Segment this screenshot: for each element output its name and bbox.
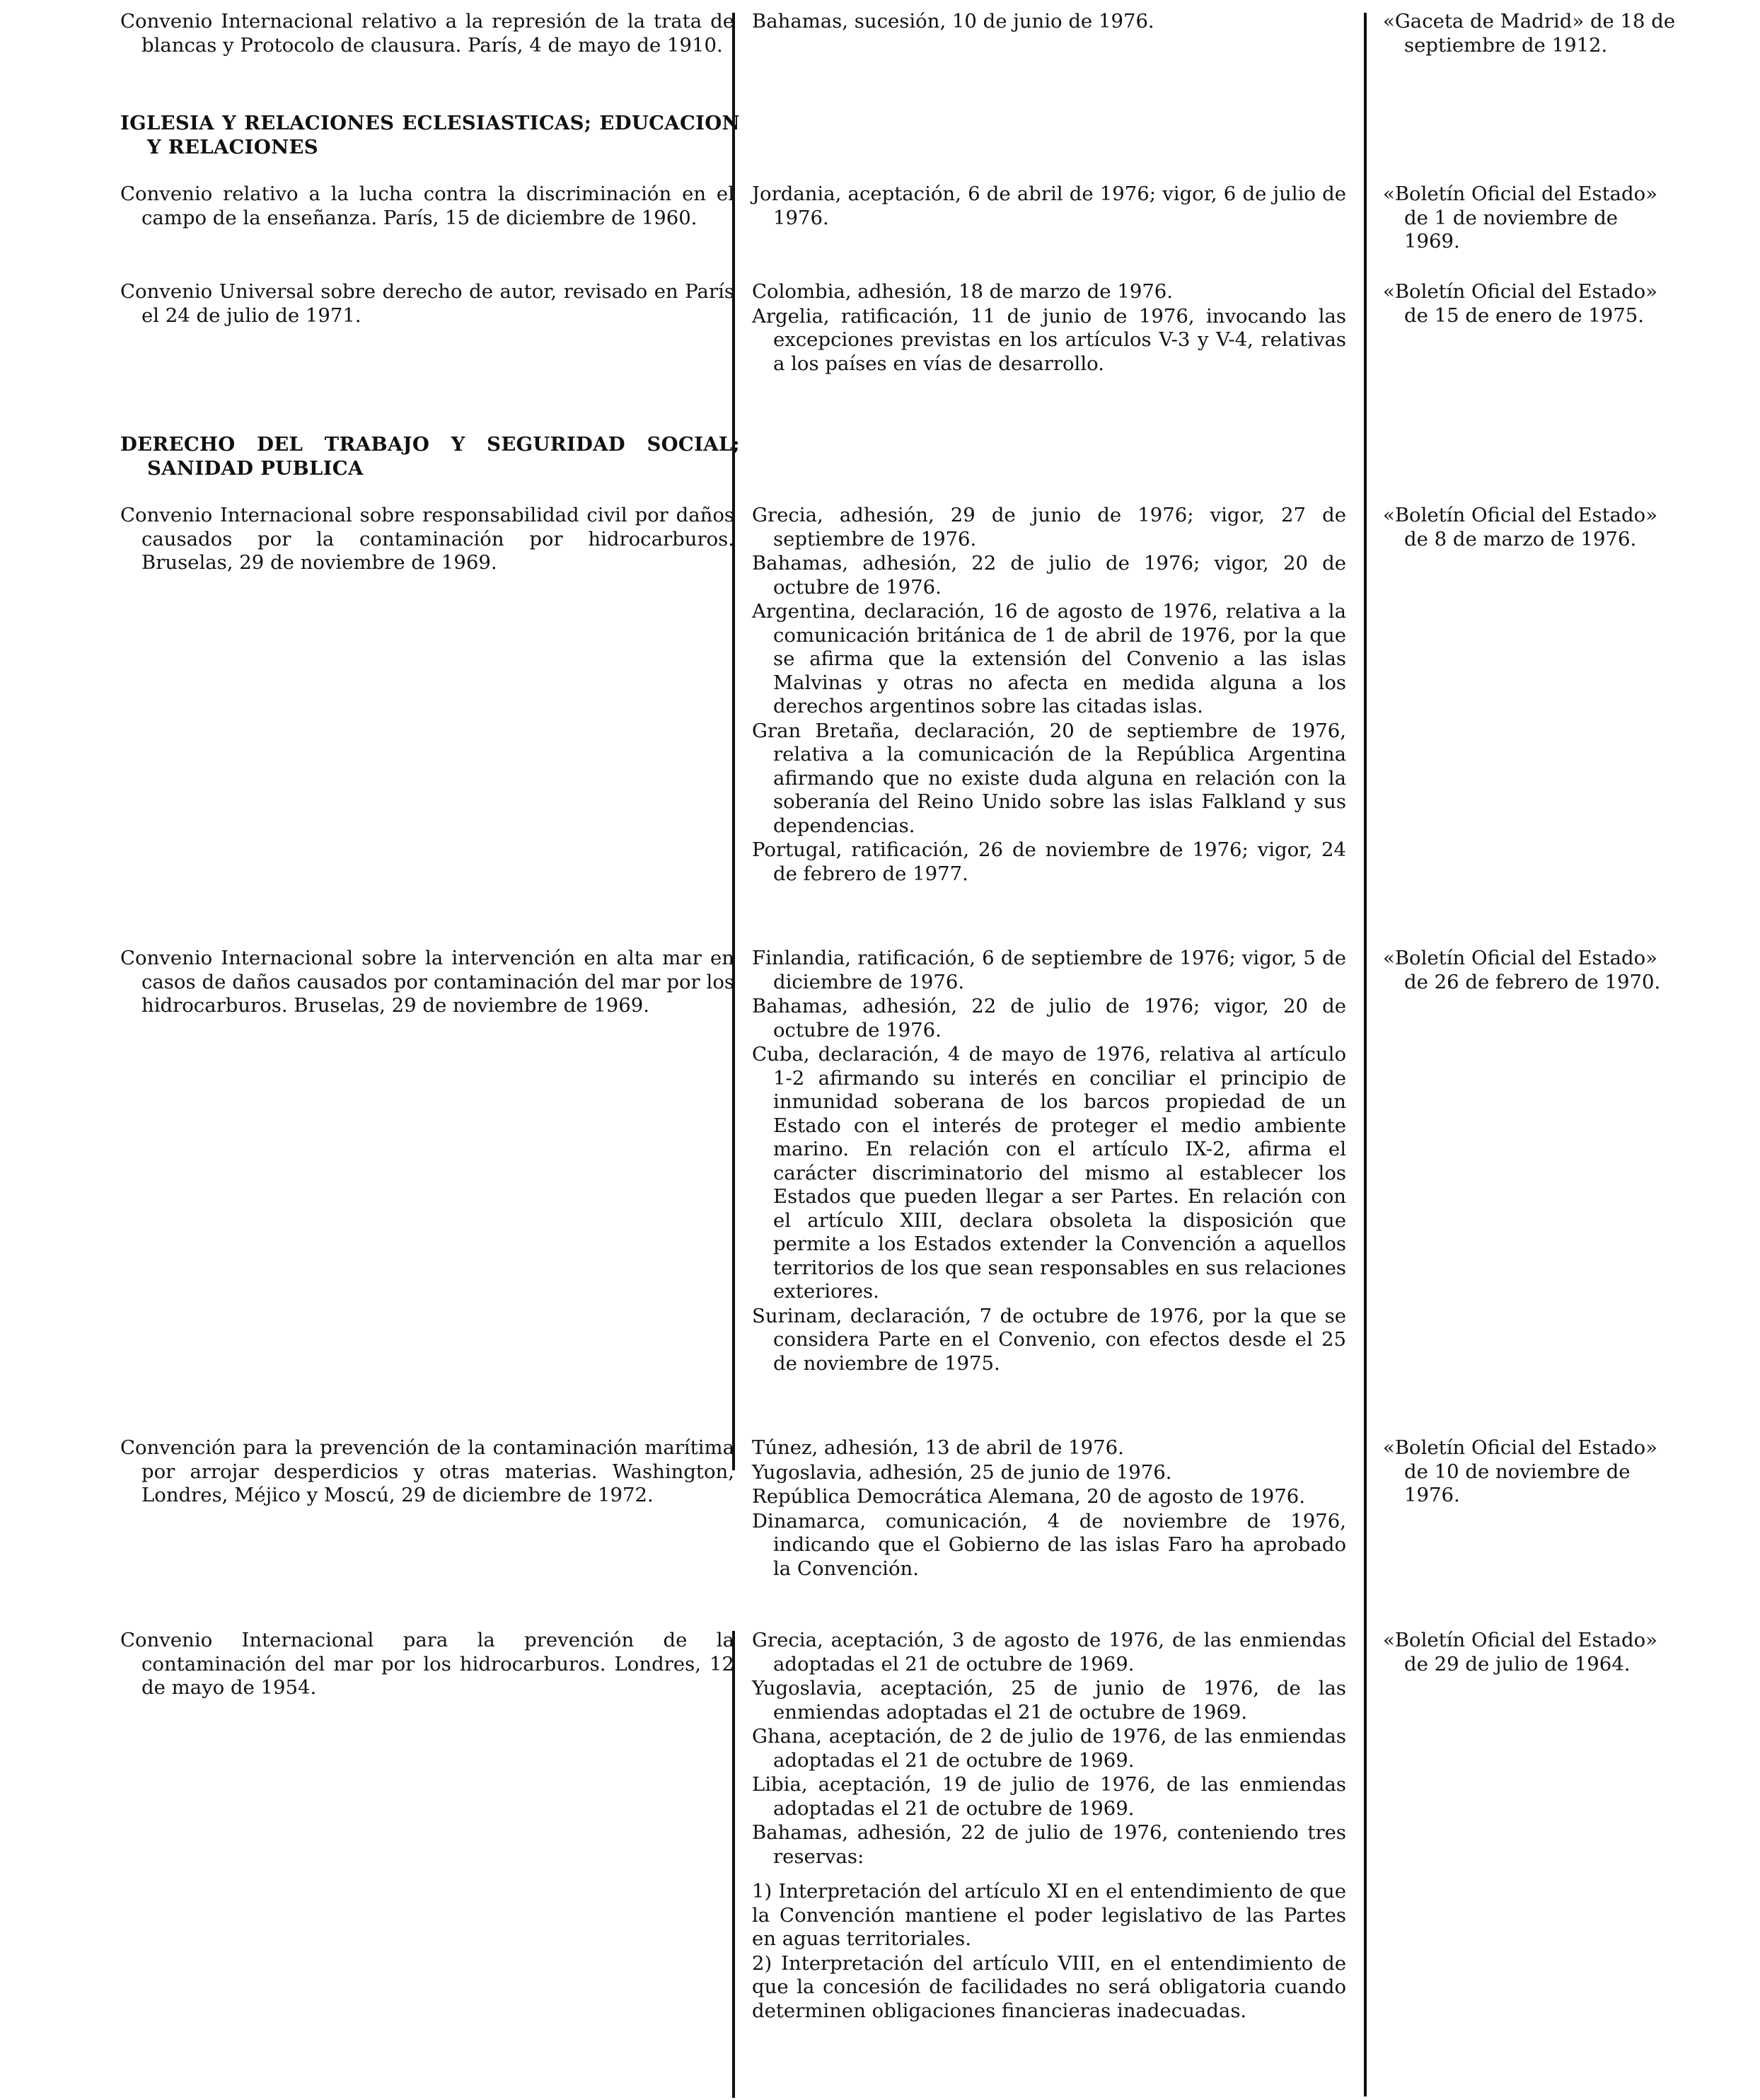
action-item: Colombia, adhesión, 18 de marzo de 1976. [752,280,1174,303]
section-heading: IGLESIA Y RELACIONES ECLESIASTICAS; EDUCACION Y RELACIONES [120,112,740,158]
publication-reference: «Boletín Oficial del Estado» de 15 de enero de 1975. [1383,280,1658,327]
action-item: Argelia, ratificación, 11 de junio de 1976, invocando las excepciones previstas en los artículos V-3 y V-4, relativas a los países en vías de desarrollo. [752,304,1346,375]
publication-reference: «Boletín Oficial del Estado» de 10 de noviembre de 1976. [1383,1436,1658,1506]
column-divider-right [1364,13,1367,2096]
action-item: Dinamarca, comunicación, 4 de noviembre de 1976, indicando que el Gobierno de las islas Faro ha aprobado la Convención. [752,1509,1346,1580]
action-item: Grecia, adhesión, 29 de junio de 1976; vigor, 27 de septiembre de 1976. [752,504,1346,550]
action-item: Bahamas, adhesión, 22 de julio de 1976; vigor, 20 de octubre de 1976. [752,552,1346,599]
treaty-actions [752,10,1346,35]
action-item: Finlandia, ratificación, 6 de septiembre de 1976; vigor, 5 de diciembre de 1976. [752,947,1346,993]
treaty-title: Convenio Universal sobre derecho de autor, revisado en París el 24 de julio de 1971. [120,280,734,327]
treaty-actions [752,947,1346,1376]
numbered-reservation: 2) Interpretación del artículo VIII, en el entendimiento de que la concesión de facilidades no será obligatoria cuando determinen obligaciones financieras inadecuadas. [752,1951,1346,2022]
numbered-reservation: 1) Interpretación del artículo XI en el entendimiento de que la Convención mantiene el poder legislativo de las Partes en aguas territoriales. [752,1880,1346,1950]
publication-reference: «Boletín Oficial del Estado» de 26 de febrero de 1970. [1383,947,1661,993]
treaty-title: Convenio Internacional para la prevención de la contaminación del mar por los hidrocarburos. Londres, 12 de mayo de 1954. [120,1629,734,1699]
action-item: Jordania, aceptación, 6 de abril de 1976; vigor, 6 de julio de 1976. [752,183,1346,229]
action-item: Libia, aceptación, 19 de julio de 1976, de las enmiendas adoptadas el 21 de octubre de 1969. [752,1773,1346,1820]
action-item: Argentina, declaración, 16 de agosto de 1976, relativa a la comunicación británica de 1 de abril de 1976, por la que se afirma que la extensión del Convenio a las islas Malvinas y otras no afecta en medida alguna a los derechos argentinos sobre las citadas islas. [752,600,1346,717]
publication-reference: «Gaceta de Madrid» de 18 de septiembre de 1912. [1383,10,1676,57]
publication-reference: «Boletín Oficial del Estado» de 29 de julio de 1964. [1383,1629,1658,1675]
treaty-actions [752,183,1346,231]
action-item: Surinam, declaración, 7 de octubre de 1976, por la que se considera Parte en el Convenio, con efectos desde el 25 de noviembre de 1975. [752,1304,1346,1375]
action-item: Grecia, aceptación, 3 de agosto de 1976, de las enmiendas adoptadas el 21 de octubre de 1969. [752,1629,1346,1675]
action-item: Yugoslavia, aceptación, 25 de junio de 1976, de las enmiendas adoptadas el 21 de octubre de 1969. [752,1677,1346,1724]
action-item: Gran Bretaña, declaración, 20 de septiembre de 1976, relativa a la comunicación de la República Argentina afirmando que no existe duda alguna en relación con la soberanía del Reino Unido sobre las islas Falkland y sus dependencias. [752,719,1346,837]
action-item: Yugoslavia, adhesión, 25 de junio de 1976. [752,1460,1172,1484]
publication-reference: «Boletín Oficial del Estado» de 8 de marzo de 1976. [1383,504,1658,550]
treaty-title: Convención para la prevención de la contaminación marítima por arrojar desperdicios y otras materias. Washington, Londres, Méjico y Moscú, 29 de diciembre de 1972. [120,1436,734,1506]
column-divider-left [732,13,735,1470]
treaty-title: Convenio Internacional relativo a la represión de la trata de blancas y Protocolo de clausura. París, 4 de mayo de 1910. [120,10,734,57]
action-item: Bahamas, sucesión, 10 de junio de 1976. [752,10,1154,33]
treaty-actions [752,504,1346,887]
treaty-title: Convenio Internacional sobre la intervención en alta mar en casos de daños causados por contaminación del mar por los hidrocarburos. Bruselas, 29 de noviembre de 1969. [120,947,734,1017]
column-divider-left-lower [732,1631,735,2098]
action-item: República Democrática Alemana, 20 de agosto de 1976. [752,1485,1306,1508]
action-item: Túnez, adhesión, 13 de abril de 1976. [752,1436,1124,1459]
treaty-actions [752,1629,1346,2024]
treaty-actions [752,280,1346,376]
action-item: Bahamas, adhesión, 22 de julio de 1976, conteniendo tres reservas: [752,1821,1346,1868]
action-item: Ghana, aceptación, de 2 de julio de 1976, de las enmiendas adoptadas el 21 de octubre de 1969. [752,1725,1346,1772]
publication-reference: «Boletín Oficial del Estado» de 1 de noviembre de 1969. [1383,183,1658,253]
treaty-title: Convenio relativo a la lucha contra la discriminación en el campo de la enseñanza. París, 15 de diciembre de 1960. [120,183,734,229]
treaty-actions [752,1436,1346,1581]
treaty-title: Convenio Internacional sobre responsabilidad civil por daños causados por la contaminación por hidrocarburos. Bruselas, 29 de noviembre de 1969. [120,504,734,574]
section-heading: DERECHO DEL TRABAJO Y SEGURIDAD SOCIAL; SANIDAD PUBLICA [120,433,740,480]
action-item: Cuba, declaración, 4 de mayo de 1976, relativa al artículo 1-2 afirmando su interés en conciliar el principio de inmunidad soberana de los barcos propiedad de un Estado con el interés de proteger el medio ambiente marino. En relación con el artículo IX-2, afirma el carácter discriminatorio del mismo al establecer los Estados que pueden llegar a ser Partes. En relación con el artículo XIII, declara obsoleta la disposición que permite a los Estados extender la Convención a aquellos territorios de los que sean responsables en sus relaciones exteriores. [752,1043,1346,1303]
action-item: Portugal, ratificación, 26 de noviembre de 1976; vigor, 24 de febrero de 1977. [752,838,1346,885]
action-item: Bahamas, adhesión, 22 de julio de 1976; vigor, 20 de octubre de 1976. [752,995,1346,1042]
